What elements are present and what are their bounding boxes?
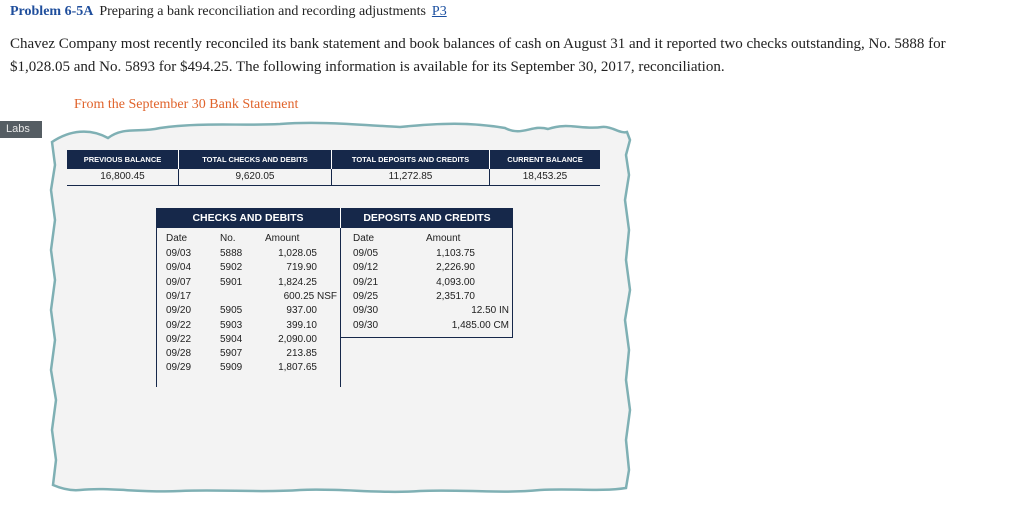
checks-debits-table <box>156 228 341 387</box>
previous-balance-value: 16,800.45 <box>67 169 179 185</box>
deposit-amount: 12.50 IN <box>471 305 509 317</box>
check-amount: 2,090.00 <box>278 333 317 345</box>
deposit-row <box>341 248 513 260</box>
checks-debits-title: CHECKS AND DEBITS <box>156 208 341 228</box>
deposit-date: 09/05 <box>353 248 379 259</box>
check-date: 09/17 <box>166 290 192 302</box>
check-date: 09/20 <box>166 305 192 317</box>
check-number: 5907 <box>220 348 243 360</box>
current-balance-value: 18,453.25 <box>522 171 568 182</box>
deposit-row <box>341 305 513 317</box>
balance-summary <box>67 150 600 186</box>
check-date: 09/03 <box>166 248 192 259</box>
bank-statement-label: From the September 30 Bank Statement <box>74 97 299 112</box>
summary-header: CURRENT BALANCE <box>507 155 583 164</box>
check-row <box>157 362 342 374</box>
check-number: 5904 <box>220 333 243 345</box>
transactions-detail <box>156 208 513 387</box>
deposit-amount: 4,093.00 <box>436 276 475 288</box>
deposit-row <box>341 320 513 332</box>
check-amount: 1,028.05 <box>278 248 317 259</box>
check-number: 5903 <box>220 319 243 331</box>
check-amount: 399.10 <box>286 319 317 331</box>
deposit-date: 09/25 <box>353 290 379 302</box>
check-row <box>157 334 342 346</box>
check-row <box>157 248 342 260</box>
summary-header: TOTAL DEPOSITS AND CREDITS <box>332 150 490 169</box>
check-date: 09/22 <box>166 333 192 345</box>
column-header: Amount <box>426 233 461 244</box>
check-amount: 600.25 NSF <box>283 290 337 302</box>
column-header: No. <box>220 233 236 244</box>
check-date: 09/29 <box>166 362 192 374</box>
check-amount: 213.85 <box>286 348 317 360</box>
column-header: Date <box>353 233 375 244</box>
intro-line-2: $1,028.05 and No. 5893 for $494.25. The following information is available for its September 30, 2017, reconciliation. <box>10 59 725 75</box>
check-amount: 719.90 <box>286 262 317 274</box>
deposit-date: 09/12 <box>353 262 379 274</box>
summary-header: TOTAL CHECKS AND DEBITS <box>179 150 332 169</box>
check-amount: 1,807.65 <box>278 362 317 374</box>
check-row <box>157 262 342 274</box>
check-date: 09/07 <box>166 276 192 288</box>
check-number: 5909 <box>220 362 243 374</box>
labs-tab[interactable]: Labs <box>0 121 42 138</box>
check-date: 09/22 <box>166 319 192 331</box>
intro-line-1: Chavez Company most recently reconciled its bank statement and book balances of cash on August 31 and it reported two checks outstanding, No. 5888 for <box>10 36 946 52</box>
summary-header: PREVIOUS BALANCE <box>67 150 179 169</box>
check-row <box>157 291 342 303</box>
check-number: 5905 <box>220 305 243 317</box>
check-number: 5888 <box>220 248 243 259</box>
check-number: 5902 <box>220 262 243 274</box>
check-row <box>157 348 342 360</box>
deposit-row <box>341 277 513 289</box>
deposits-credits-table <box>341 228 513 338</box>
check-amount: 937.00 <box>286 305 317 317</box>
check-row <box>157 320 342 332</box>
check-amount: 1,824.25 <box>278 276 317 288</box>
deposit-date: 09/30 <box>353 305 379 317</box>
check-date: 09/04 <box>166 262 192 274</box>
column-header: Date <box>166 233 188 244</box>
check-number: 5901 <box>220 276 243 288</box>
check-row <box>157 277 342 289</box>
check-row <box>157 305 342 317</box>
check-date: 09/28 <box>166 348 192 360</box>
deposit-row <box>341 262 513 274</box>
deposit-amount: 2,226.90 <box>436 262 475 274</box>
deposit-amount: 1,103.75 <box>436 248 475 259</box>
deposit-date: 09/30 <box>353 319 379 331</box>
deposit-amount: 1,485.00 CM <box>451 319 509 331</box>
deposit-date: 09/21 <box>353 276 379 288</box>
deposits-credits-title: DEPOSITS AND CREDITS <box>363 212 491 224</box>
problem-title: Preparing a bank reconciliation and recording adjustments <box>99 4 426 19</box>
total-checks-value: 9,620.05 <box>179 169 332 185</box>
total-deposits-value: 11,272.85 <box>332 169 490 185</box>
column-header: Amount <box>265 233 300 244</box>
problem-number: Problem 6-5A <box>10 4 94 19</box>
deposit-row <box>341 291 513 303</box>
deposit-amount: 2,351.70 <box>436 290 475 302</box>
objective-link[interactable]: P3 <box>431 4 447 19</box>
